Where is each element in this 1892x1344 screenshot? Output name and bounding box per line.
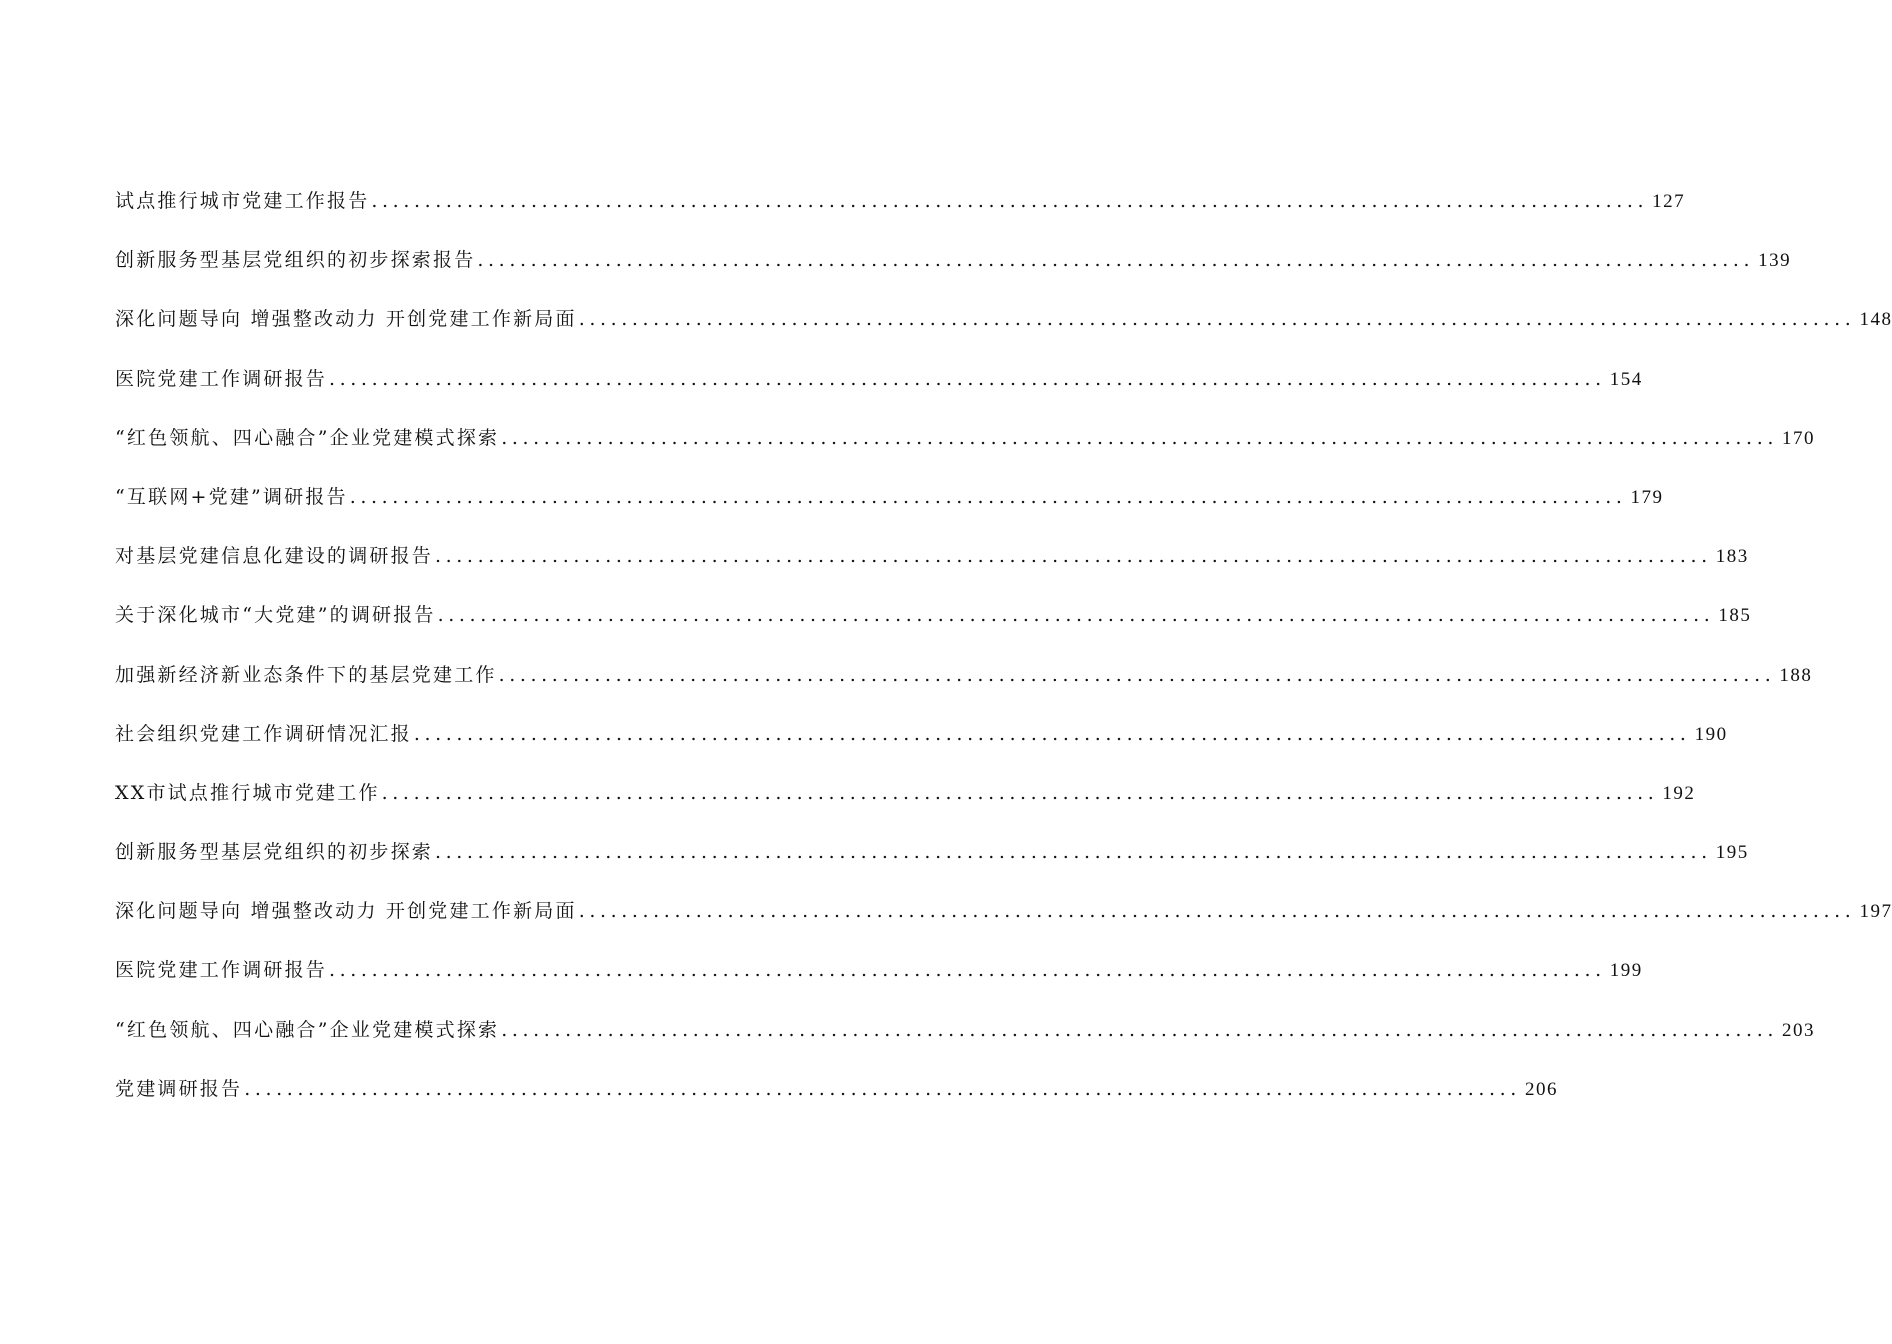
toc-entry-title: 创新服务型基层党组织的初步探索报告 [115,249,476,272]
toc-dot-leader: ........................................................................................................................ [498,663,1776,686]
toc-entry[interactable] [115,423,1815,482]
toc-entry[interactable] [115,837,1749,896]
toc-entry-title: “互联网+党建”调研报告 [115,485,348,508]
toc-page-number: 197 [1859,901,1892,923]
toc-entry-title: 加强新经济新业态条件下的基层党建工作 [115,663,497,686]
toc-page-number: 192 [1662,782,1696,804]
toc-page-number: 139 [1758,250,1792,272]
toc-dot-leader: ........................................................................................................................ [413,722,1691,745]
toc-entry-title: XX市试点推行城市党建工作 [115,781,380,804]
toc-entry-title: 创新服务型基层党组织的初步探索 [115,841,434,864]
toc-entry[interactable] [115,186,1686,245]
toc-dot-leader: ........................................................................................................................ [244,1077,1521,1100]
toc-page-number: 183 [1715,546,1749,568]
toc-dot-leader: ........................................................................................................................ [477,249,1755,272]
toc-page-number: 190 [1694,723,1728,745]
toc-dot-leader: ........................................................................................................................ [329,959,1606,982]
toc-dot-leader: ........................................................................................................................ [501,426,1778,449]
toc-page-number: 127 [1652,191,1686,212]
toc-entry-title: 社会组织党建工作调研情况汇报 [115,722,412,745]
toc-dot-leader: ........................................................................................................................ [578,308,1856,331]
toc-dot-leader: ........................................................................................................................ [371,190,1649,212]
toc-entry[interactable] [115,482,1664,541]
toc-entry[interactable] [115,719,1728,778]
toc-entry[interactable] [115,364,1643,423]
toc-page-number: 179 [1630,486,1664,508]
toc-dot-leader: ........................................................................................................................ [349,485,1627,508]
toc-entry[interactable] [115,955,1643,1014]
toc-entry[interactable] [115,660,1813,719]
toc-entry[interactable] [115,778,1696,837]
toc-entry[interactable] [115,1074,1558,1133]
toc-page-number: 206 [1524,1078,1558,1100]
toc-entry-title: 试点推行城市党建工作报告 [115,190,370,212]
toc-entry-title: 对基层党建信息化建设的调研报告 [115,545,434,568]
toc-page-number: 154 [1609,368,1643,390]
toc-entry-title: “红色领航、四心融合”企业党建模式探索 [115,426,500,449]
toc-entry[interactable] [115,1015,1815,1074]
toc-entry-title: 党建调研报告 [115,1077,243,1100]
toc-entry[interactable] [115,600,1752,659]
toc-page-number: 203 [1781,1019,1815,1041]
toc-entry-title: 医院党建工作调研报告 [115,367,328,390]
toc-entry-title: 医院党建工作调研报告 [115,959,328,982]
toc-page-number: 148 [1859,309,1892,331]
toc-page-number: 195 [1715,842,1749,864]
table-of-contents [115,186,1892,1133]
toc-dot-leader: ........................................................................................................................ [437,604,1715,627]
toc-entry-title: 深化问题导向 增强整改动力 开创党建工作新局面 [115,900,577,923]
toc-entry[interactable] [115,245,1792,304]
toc-page-number: 170 [1781,427,1815,449]
toc-dot-leader: ........................................................................................................................ [578,900,1856,923]
toc-dot-leader: ........................................................................................................................ [329,367,1606,390]
toc-dot-leader: ........................................................................................................................ [435,841,1712,864]
toc-entry-title: “红色领航、四心融合”企业党建模式探索 [115,1018,500,1041]
toc-dot-leader: ........................................................................................................................ [381,781,1659,804]
toc-entry[interactable] [115,541,1749,600]
toc-page-number: 185 [1718,605,1752,627]
toc-page-number: 188 [1779,664,1813,686]
toc-entry[interactable] [115,304,1892,363]
toc-entry[interactable] [115,896,1892,955]
toc-entry-title: 关于深化城市“大党建”的调研报告 [115,604,436,627]
toc-dot-leader: ........................................................................................................................ [435,545,1712,568]
toc-dot-leader: ........................................................................................................................ [501,1018,1778,1041]
toc-page-number: 199 [1609,960,1643,982]
toc-entry-title: 深化问题导向 增强整改动力 开创党建工作新局面 [115,308,577,331]
